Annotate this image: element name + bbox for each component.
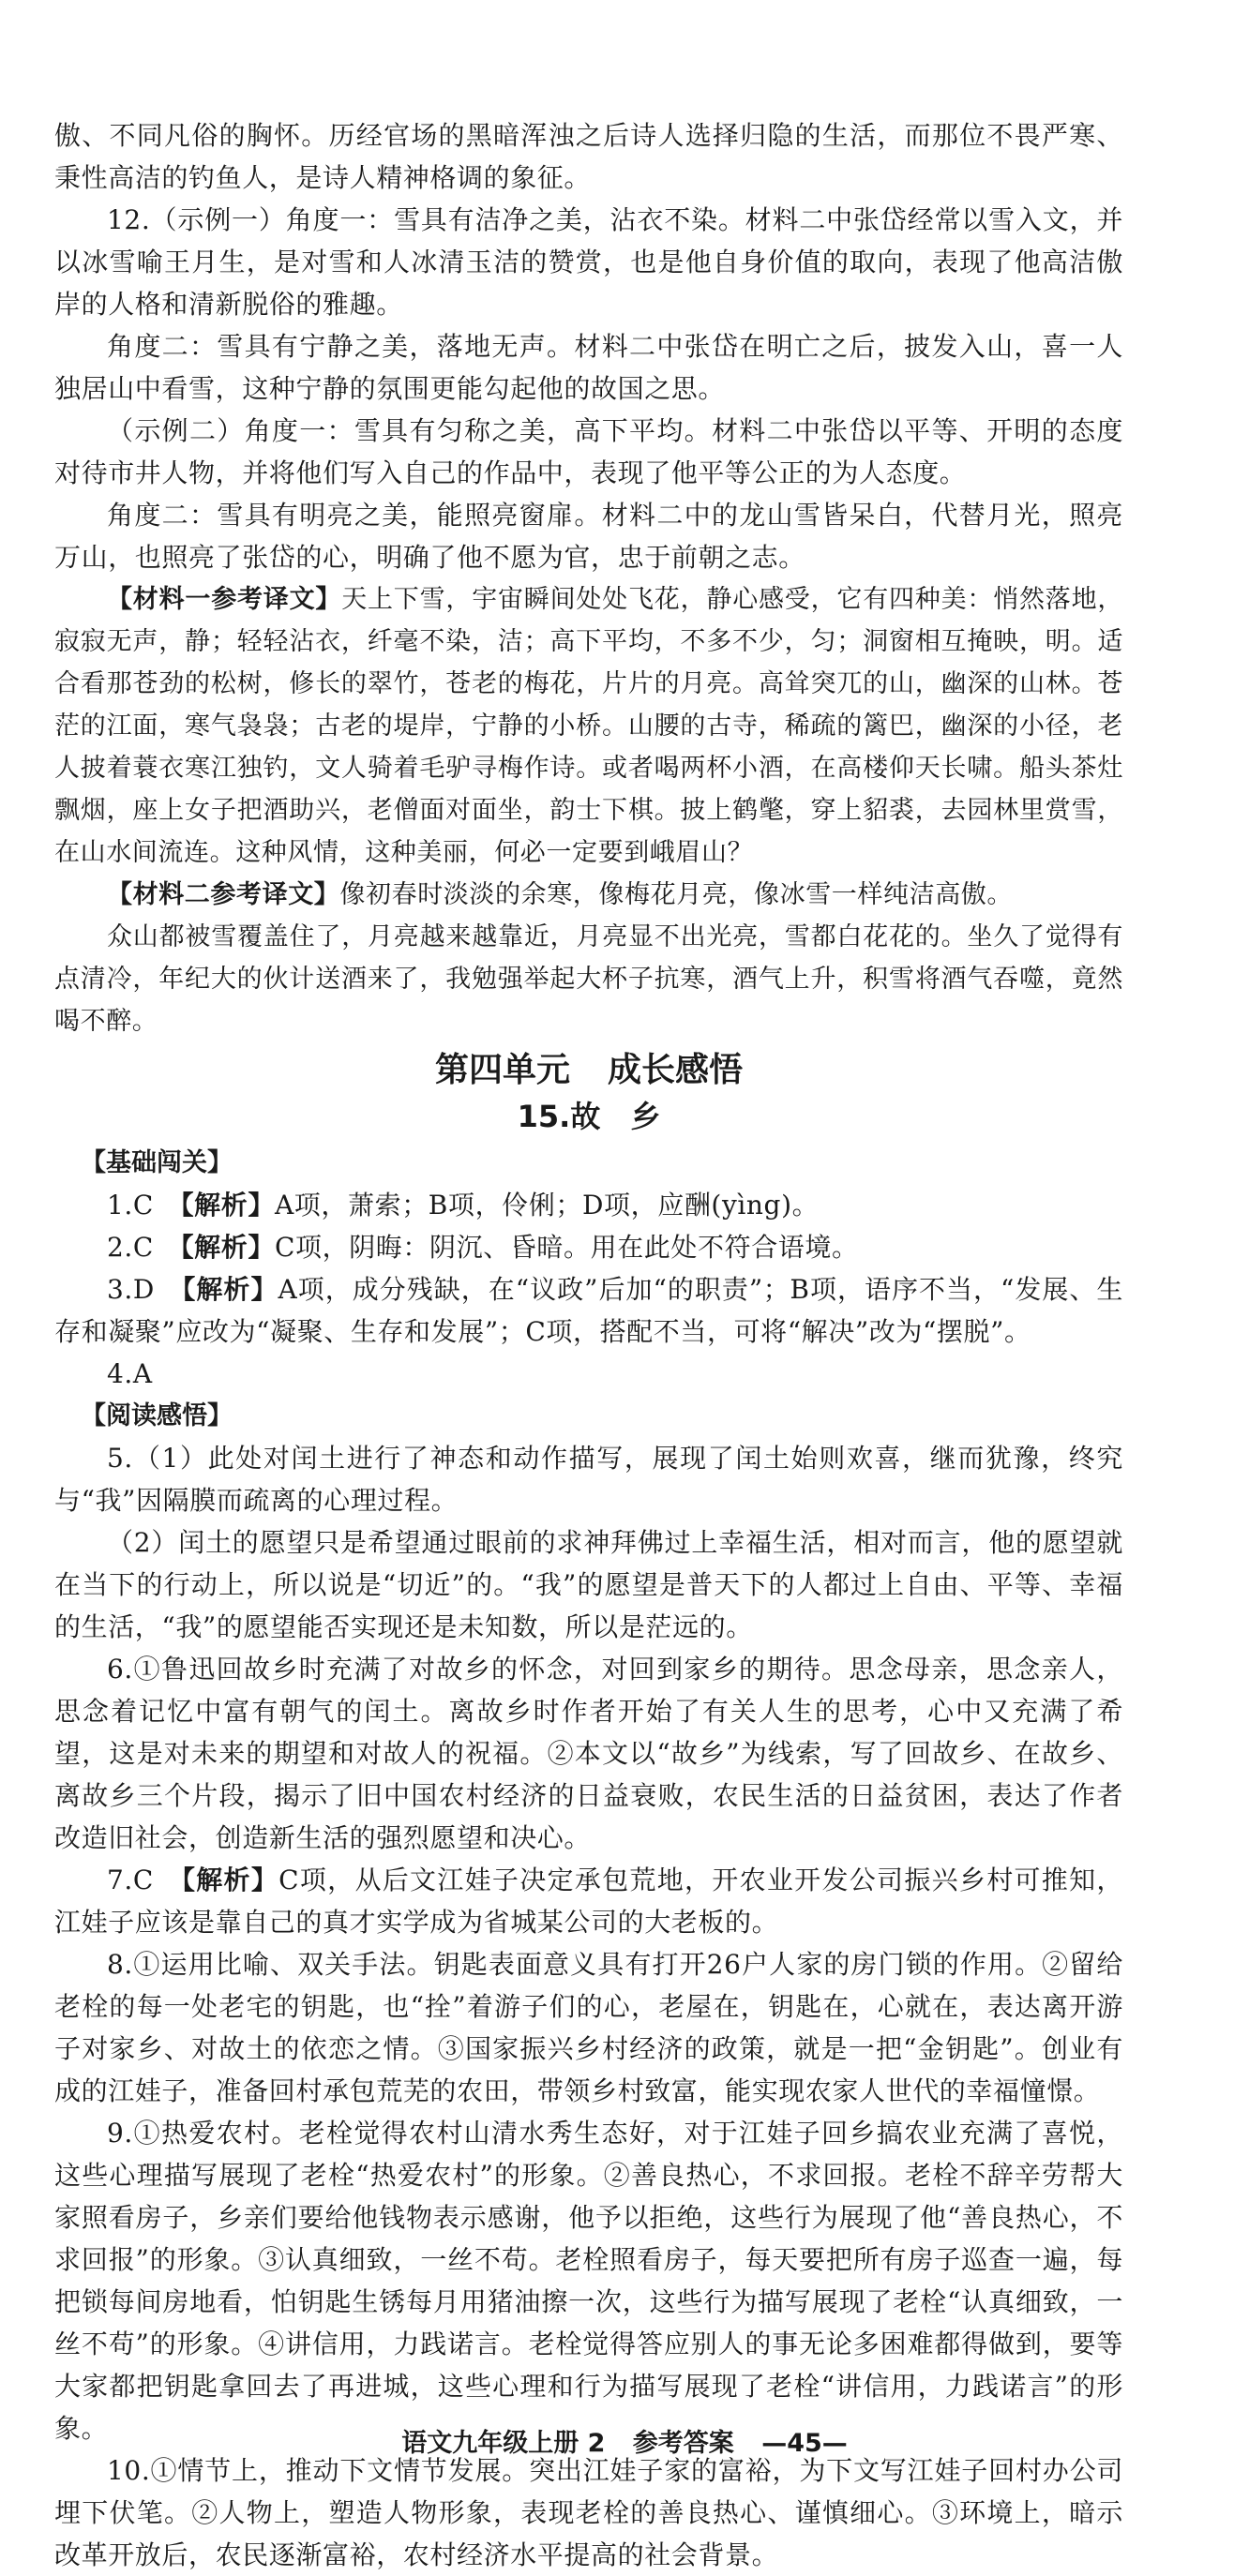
analysis-tag: 【解析】 [181, 1865, 279, 1895]
answer-number: 2.C [107, 1232, 154, 1263]
analysis-tag: 【解析】 [182, 1274, 278, 1305]
answer-text: C项，从后文江娃子决定承包荒地，开农业开发公司振兴乡村可推知，江娃子应该是靠自己的真才实学成为省城某公司的大老板的。 [54, 1865, 1124, 1938]
paragraph: 5.（1）此处对闰土进行了神态和动作描写，展现了闰土始则欢喜，继而犹豫，终究与“我”因隔膜而疏离的心理过程。 [54, 1443, 1123, 1516]
translation-one-label: 【材料一参考译文】 [107, 585, 342, 614]
paragraph: 8.①运用比喻、双关手法。钥匙表面意义具有打开26户人家的房门锁的作用。②留给老栓的每一处老宅的钥匙，也“拴”着游子们的心，老屋在，钥匙在，心就在，表达离开游子对家乡、对故土的依恋之情。③国家振兴乡村经济的政策，就是一把“金钥匙”。创业有成的江娃子，准备回村承包荒芜的农田，带领乡村致富，能实现农家人世代的幸福憧憬。 [54, 1949, 1123, 2106]
answer-text: A项，萧索；B项，伶俐；D项，应酬(yìng)。 [274, 1190, 820, 1221]
section-heading-reading: 【阅读感悟】 [81, 1401, 233, 1430]
answer-item [54, 1268, 1123, 1353]
paragraph: 6.①鲁迅回故乡时充满了对故乡的怀念，对回到家乡的期待。思念母亲，思念亲人，思念着记忆中富有朝气的闰土。离故乡时作者开始了有关人生的思考，心中又充满了希望，这是对未来的期望和对故人的祝福。②本文以“故乡”为线索，写了回故乡、在故乡、离故乡三个片段，揭示了旧中国农村经济的日益衰败，农民生活的日益贫困，表达了作者改造旧社会，创造新生活的强烈愿望和决心。 [54, 1654, 1123, 1853]
page-number: —45— [761, 2429, 848, 2458]
analysis-tag: 【解析】 [180, 1190, 275, 1221]
answer-number: 3.D [107, 1274, 155, 1305]
paragraph: （2）闰土的愿望只是希望通过眼前的求神拜佛过上幸福生活，相对而言，他的愿望就在当下的行动上，所以说是“切近”的。“我”的愿望是普天下的人都过上自由、平等、幸福的生活，“我”的愿望能否实现还是未知数，所以是茫远的。 [54, 1527, 1123, 1642]
unit-title-part2: 成长感悟 [608, 1051, 744, 1089]
paragraph: 10.①情节上，推动下文情节发展。突出江娃子家的富裕，为下文写江娃子回村办公司埋下伏笔。②人物上，塑造人物形象，表现老栓的善良热心、谨慎细心。③环境上，暗示改革开放后，农民逐渐富裕，农村经济水平提高的社会背景。 [54, 2455, 1123, 2570]
answer-text: C项，阴晦：阴沉、昏暗。用在此处不符合语境。 [274, 1232, 859, 1263]
paragraph: 傲、不同凡俗的胸怀。历经官场的黑暗浑浊之后诗人选择归隐的生活，而那位不畏严寒、秉性高洁的钓鱼人，是诗人精神格调的象征。 [54, 120, 1123, 193]
paragraph: 12.（示例一）角度一：雪具有洁净之美，沾衣不染。材料二中张岱经常以雪入文，并以冰雪喻王月生，是对雪和人冰清玉洁的赞赏，也是他自身价值的取向，表现了他高洁傲岸的人格和清新脱俗的雅趣。 [54, 204, 1123, 320]
answer-number: 7.C [107, 1865, 154, 1895]
answer-item [54, 1184, 1123, 1226]
paragraph: 角度二：雪具有明亮之美，能照亮窗扉。材料二中的龙山雪皆呆白，代替月光，照亮万山，也照亮了张岱的心，明确了他不愿为官，忠于前朝之志。 [54, 500, 1123, 573]
paragraph: （示例二）角度一：雪具有匀称之美，高下平均。材料二中张岱以平等、开明的态度对待市井人物，并将他们写入自己的作品中，表现了他平等公正的为人态度。 [54, 415, 1123, 488]
translation-two-text: 像初春时淡淡的余寒，像梅花月亮，像冰雪一样纯洁高傲。 [339, 880, 1014, 909]
answer-text: A项，成分残缺，在“议政”后加“的职责”；B项，语序不当，“发展、生存和凝聚”应改为“凝聚、生存和发展”；C项，搭配不当，可将“解决”改为“摆脱”。 [54, 1274, 1124, 1347]
unit-title [54, 1046, 1123, 1095]
paragraph: 角度二：雪具有宁静之美，落地无声。材料二中张岱在明亡之后，披发入山，喜一人独居山中看雪，这种宁静的氛围更能勾起他的故国之思。 [54, 331, 1123, 404]
page-content [54, 114, 1123, 2576]
answer-item: 4.A [107, 1358, 153, 1389]
footer-book: 语文九年级上册 2 [401, 2429, 606, 2458]
answer-item [54, 1859, 1123, 1943]
translation-two-label: 【材料二参考译文】 [107, 880, 340, 909]
answer-number: 1.C [107, 1190, 154, 1221]
unit-title-part1: 第四单元 [434, 1051, 570, 1089]
analysis-tag: 【解析】 [180, 1232, 275, 1263]
translation-two [54, 874, 1123, 916]
translation-one-text: 天上下雪，宇宙瞬间处处飞花，静心感受，它有四种美：悄然落地，寂寂无声，静；轻轻沾衣，纤毫不染，洁；高下平均，不多不少，匀；洞窗相互掩映，明。适合看那苍劲的松树，修长的翠竹，苍老的梅花，片片的月亮。高耸突兀的山，幽深的山林。苍茫的江面，寒气袅袅；古老的堤岸，宁静的小桥。山腰的古寺，稀疏的篱巴，幽深的小径，老人披着蓑衣寒江独钓，文人骑着毛驴寻梅作诗。或者喝两杯小酒，在高楼仰天长啸。船头茶灶飘烟，座上女子把酒助兴，老僧面对面坐，韵士下棋。披上鹤氅，穿上貂裘，去园林里赏雪，在山水间流连。这种风情，这种美丽，何必一定要到峨眉山？ [54, 585, 1123, 867]
paragraph: 9.①热爱农村。老栓觉得农村山清水秀生态好，对于江娃子回乡搞农业充满了喜悦，这些心理描写展现了老栓“热爱农村”的形象。②善良热心，不求回报。老栓不辞辛劳帮大家照看房子，乡亲们要给他钱物表示感谢，他予以拒绝，这些行为展现了他“善良热心，不求回报”的形象。③认真细致，一丝不苟。老栓照看房子，每天要把所有房子巡查一遍，每把锁每间房地看，怕钥匙生锈每月用猪油擦一次，这些行为描写展现了老栓“认真细致，一丝不苟”的形象。④讲信用，力践诺言。老栓觉得答应别人的事无论多困难都得做到，要等大家都把钥匙拿回去了再进城，这些心理和行为描写展现了老栓“讲信用，力践诺言”的形象。 [54, 2118, 1123, 2444]
page-footer [0, 2422, 1249, 2459]
answer-item [54, 1226, 1123, 1268]
lesson-title: 15.故 乡 [517, 1099, 661, 1134]
section-heading-basic: 【基础闯关】 [81, 1148, 233, 1177]
footer-section: 参考答案 [632, 2429, 734, 2458]
translation-one [54, 578, 1123, 874]
translation-two-continued: 众山都被雪覆盖住了，月亮越来越靠近，月亮显不出光亮，雪都白花花的。坐久了觉得有点清冷，年纪大的伙计送酒来了，我勉强举起大杯子抗寒，酒气上升，积雪将酒气吞噬，竟然喝不醉。 [54, 922, 1123, 1036]
